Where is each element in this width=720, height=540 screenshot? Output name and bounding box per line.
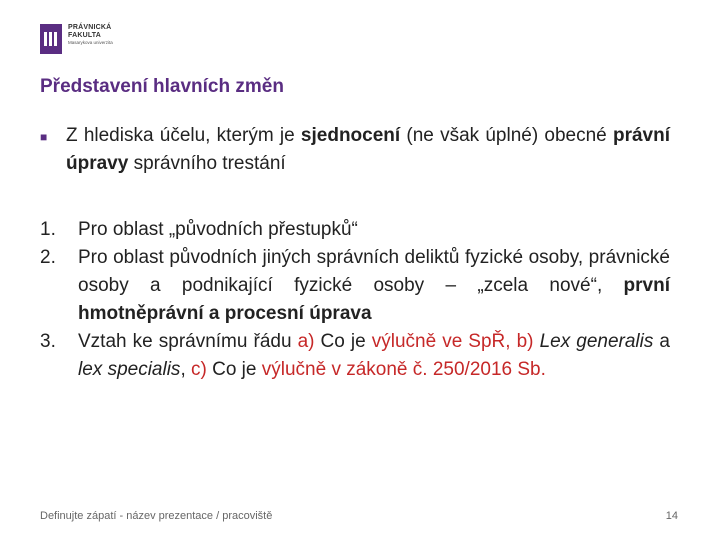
text-run: Pro oblast „původních přestupků“ (78, 219, 358, 240)
list-number: 1. (40, 219, 56, 240)
logo-line-2: FAKULTA (68, 32, 102, 39)
logo-text (68, 24, 113, 46)
numbered-list (40, 216, 670, 384)
faculty-logo (40, 24, 113, 54)
text-run-red: výlučně ve SpŘ, (371, 331, 511, 352)
bullet-text (66, 122, 670, 178)
text-run: , (180, 359, 191, 380)
list-item (40, 244, 670, 328)
footer-text: Definujte zápatí - název prezentace / pracoviště (40, 510, 273, 522)
text-run: Co je (206, 359, 262, 380)
text-run-bold: sjednocení (300, 125, 401, 146)
list-item-text (78, 244, 670, 328)
list-item-text (78, 328, 670, 384)
text-run-red: výlučně v zákoně (261, 359, 408, 380)
text-run: (ne však úplné) obecné (400, 125, 613, 146)
square-bullet-icon: ■ (40, 130, 48, 144)
list-number: 2. (40, 247, 56, 268)
text-run-italic: lex specialis (78, 359, 181, 380)
list-number: 3. (40, 331, 56, 352)
text-run-bold: první hmotněprávní a procesní úprava (78, 275, 670, 324)
logo-line-1: PRÁVNICKÁ (68, 24, 112, 31)
text-run-italic: Lex generalis (539, 331, 654, 352)
text-run-bold: právní úpravy (66, 125, 670, 174)
text-run: a (653, 331, 670, 352)
text-run: Vztah ke správnímu řádu (78, 331, 298, 352)
text-run-red: c) (191, 359, 207, 380)
text-run-red: b) (516, 331, 534, 352)
page-number: 14 (665, 510, 678, 522)
text-run-red: a) (297, 331, 315, 352)
text-run-red: č. 250/2016 Sb. (412, 359, 546, 380)
list-item (40, 328, 670, 384)
text-run: Co je (314, 331, 372, 352)
slide-content (40, 122, 670, 384)
university-logo-icon (40, 24, 62, 54)
logo-line-3: Masarykova univerzita (68, 40, 113, 45)
list-item (40, 216, 670, 244)
text-run: Pro oblast původních jiných správních deliktů fyzické osoby, právnické osoby a podnikající fyzické osoby – „zcela nové“, (78, 247, 670, 296)
bullet-item (40, 122, 670, 178)
list-item-text (78, 216, 670, 244)
text-run: Z hlediska účelu, kterým je (66, 125, 301, 146)
slide-title: Představení hlavních změn (40, 76, 284, 97)
text-run: správního trestání (128, 153, 286, 174)
